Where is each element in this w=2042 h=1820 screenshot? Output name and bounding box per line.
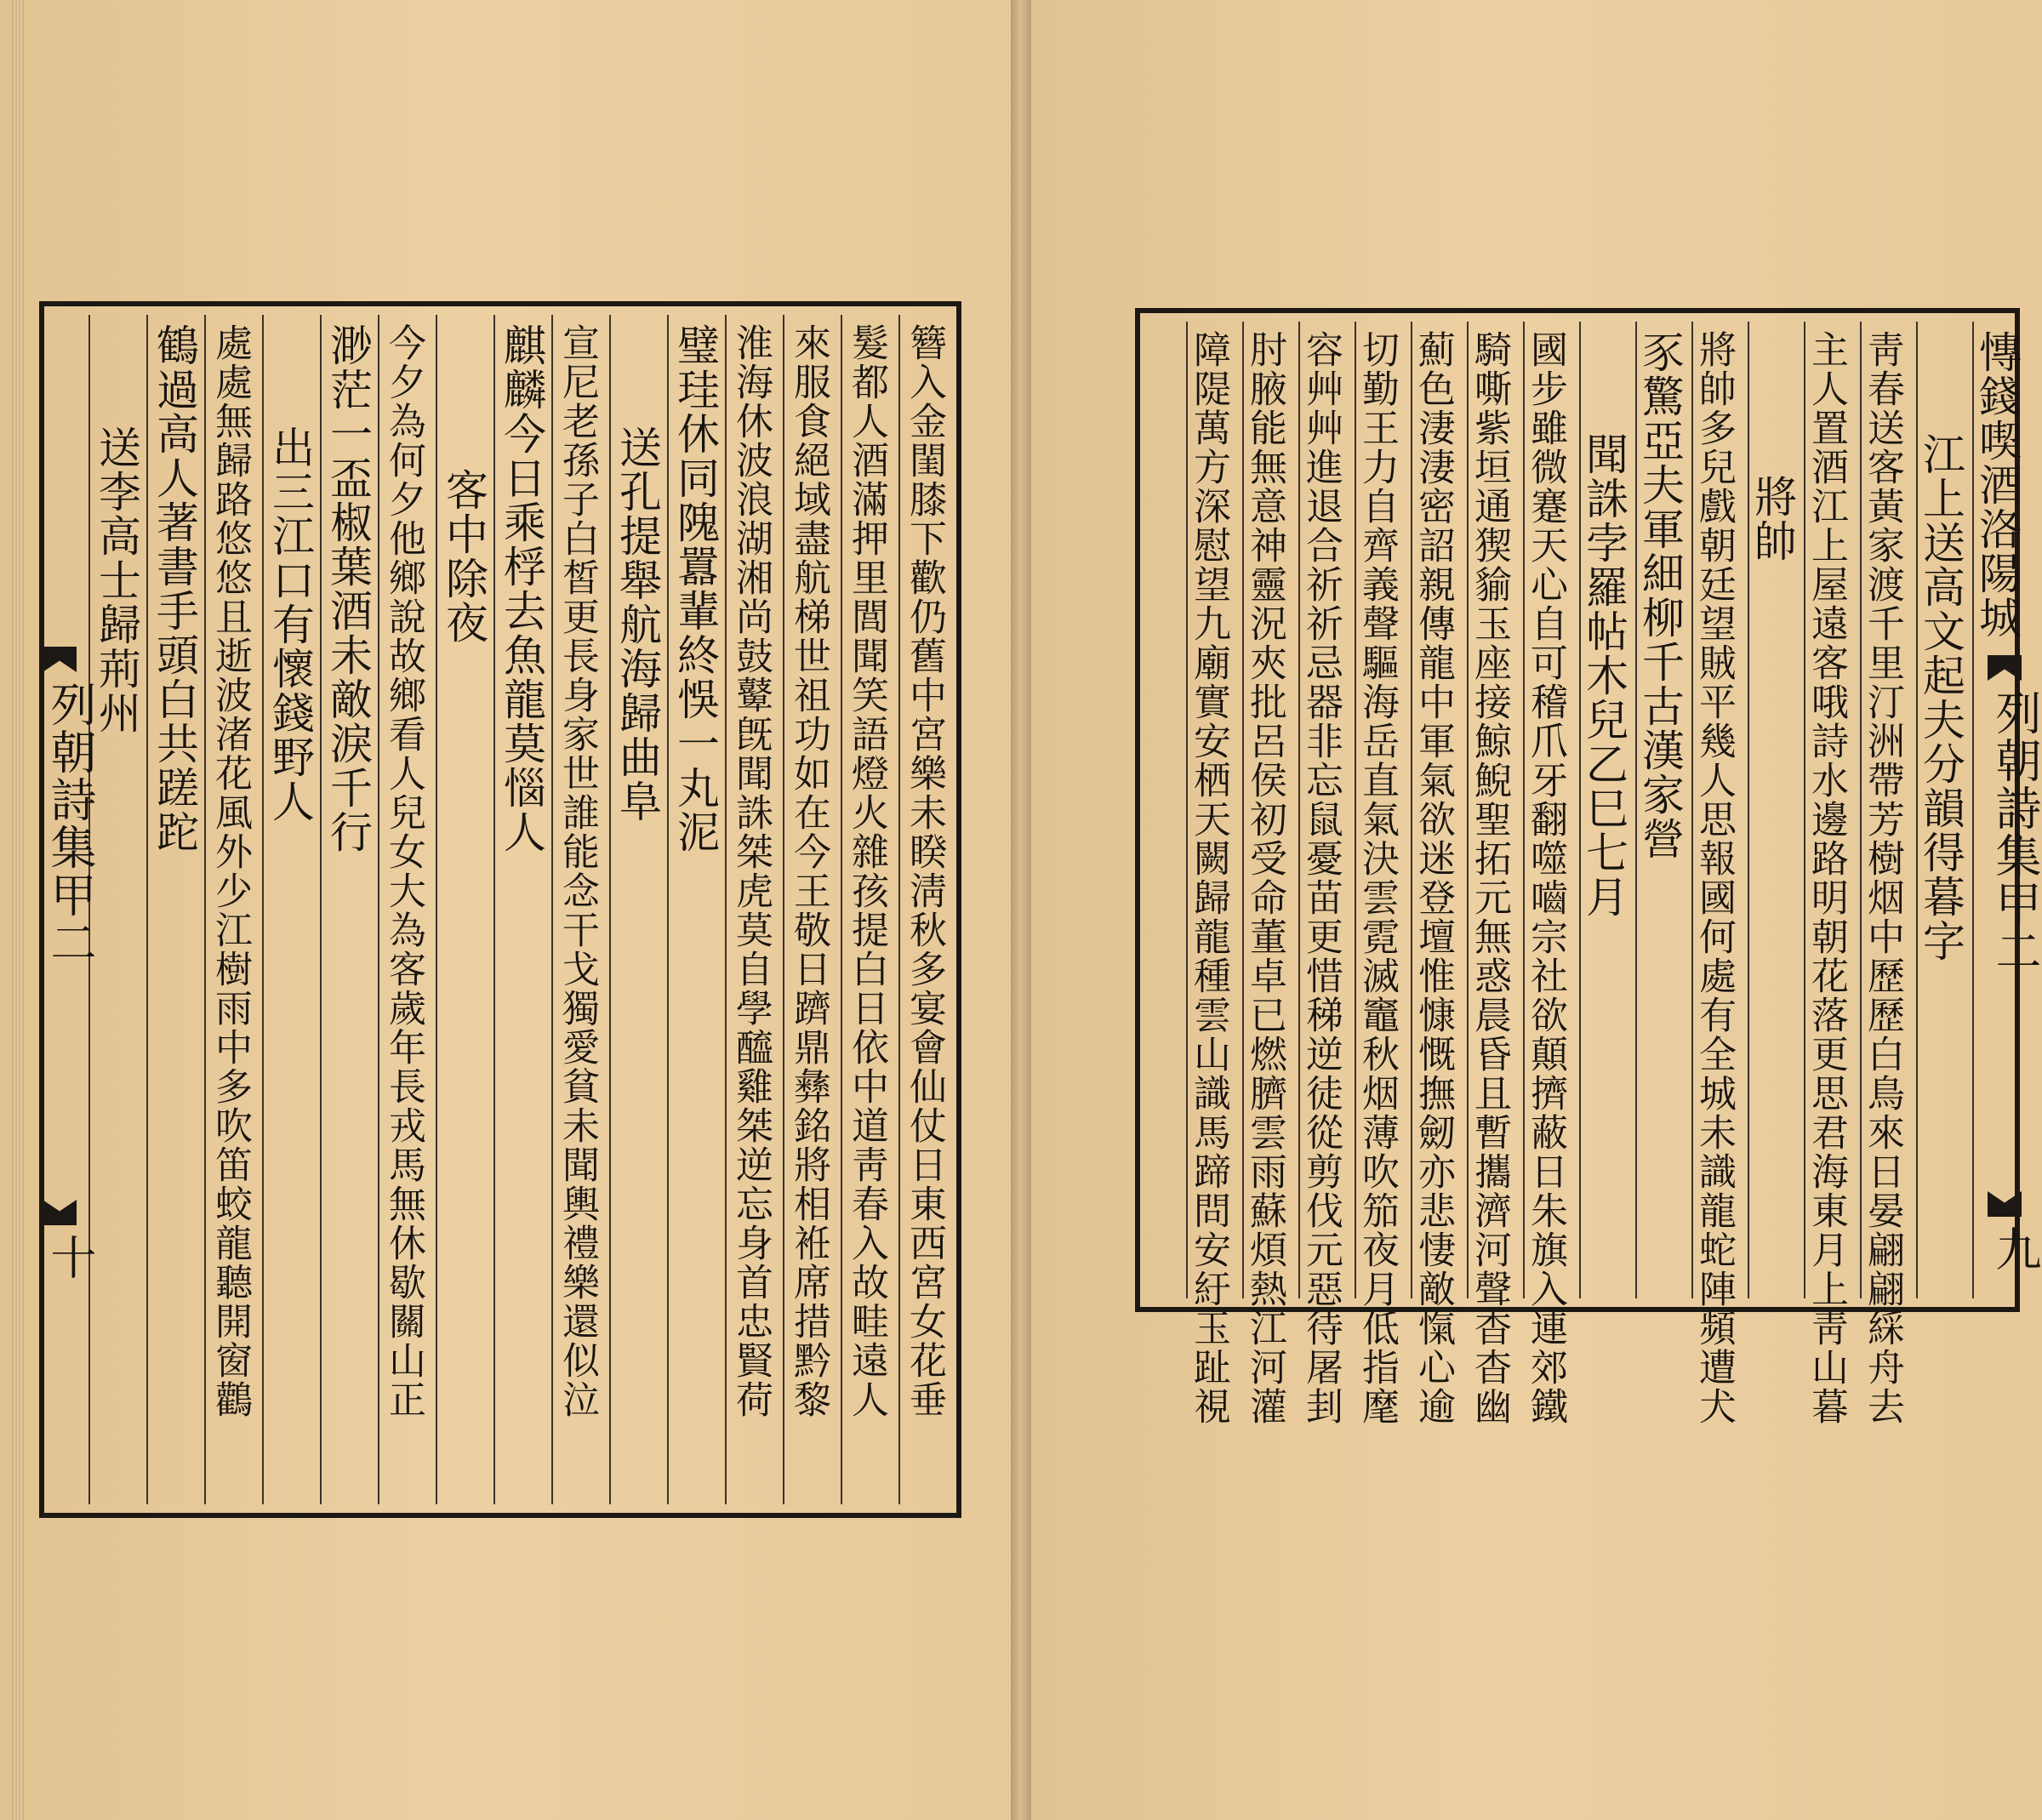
right-col-6: 將帥多兒戲朝廷望賊平幾人思報國何處有全城未識龍蛇陣頻遭犬 <box>1692 330 1736 1426</box>
right-col-9: 國步雖微蹇天心自可稽爪牙翻噬嚙宗社欲顛擠蔽日朱旗入連郊鐵 <box>1524 330 1567 1426</box>
right-col-5: 將帥 <box>1748 475 1797 563</box>
left-col-6: 送孔提舉航海歸曲阜 <box>613 425 662 824</box>
right-col-10: 騎嘶紫垣通猰貐玉座接鯨鯢聖拓元無惑晨昏且暫攜濟河聲杳杳幽 <box>1468 330 1511 1426</box>
right-col-11: 薊色淒淒密詔親傳龍中軍氣欲迷登壇惟慷慨撫劒亦悲悽敵愾心逾 <box>1412 330 1455 1426</box>
right-margin-folio: 九 <box>1988 1225 2042 1273</box>
right-col-8: 聞誅孛羅帖木兒乙巳七月 <box>1579 432 1628 919</box>
left-margin-folio: 十 <box>43 1234 97 1281</box>
right-col-12: 切勤王力自齊義聲驅海岳直氣決雲霓滅竈秋烟薄吹笳夜月低指麾 <box>1355 330 1399 1426</box>
right-col-7: 豕驚亞夫軍細柳千古漢家營 <box>1635 330 1685 861</box>
left-margin-title: 列朝詩集甲二 <box>43 681 97 967</box>
left-col-3: 來服食絕域盡航梯世祖功如在今王敬日躋鼎彝銘將相袵席措黔黎 <box>787 323 830 1419</box>
left-col-1: 簪入金閨膝下歡仍舊中宮樂未睽淸秋多宴會仙仗日東西宮女花垂 <box>903 323 946 1419</box>
right-margin-title: 列朝詩集甲二 <box>1988 689 2042 975</box>
left-col-4: 淮海休波浪湖湘尚鼓鼙旣聞誅桀虎莫自學醯雞桀逆忘身首忠賢荷 <box>729 323 773 1419</box>
right-col-3: 靑春送客黃家渡千里汀洲帶芳樹烟中歷歷白鳥來日晏翩翩綵舟去 <box>1861 330 1904 1426</box>
left-col-11: 渺茫一盃椒葉酒未敵淚千行 <box>323 323 373 854</box>
right-col-14: 肘腋能無意神靈況夾批呂侯初受命董卓已燃臍雲雨蘇煩熱江河灌 <box>1243 330 1286 1426</box>
left-col-9: 客中除夜 <box>439 468 488 645</box>
left-col-12: 出三江口有懷錢野人 <box>265 425 315 824</box>
right-col-4: 主人置酒江上屋遠客哦詩水邊路明朝花落更思君海東月上靑山暮 <box>1805 330 1848 1426</box>
right-text-frame <box>1135 308 2022 1426</box>
left-col-7: 宣尼老孫子白皙更長身家世誰能念干戈獨愛貧未聞輿禮樂還似泣 <box>556 323 599 1419</box>
left-col-8: 麒麟今日乘桴去魚龍莫惱人 <box>497 323 546 854</box>
right-col-1: 慱錢喫酒洛陽城 <box>1972 330 2022 640</box>
right-col-13: 容艸艸進退合祈祈忌器非忘鼠憂苗更惜稊逆徒從剪伐元惡待屠刲 <box>1299 330 1343 1426</box>
right-col-2: 江上送高文起夫分韻得暮字 <box>1916 432 1965 963</box>
left-page-edge <box>12 0 24 1820</box>
left-col-5: 璧珪休同隗囂輩終悞一丸泥 <box>670 323 720 854</box>
right-col-15: 障隄萬方深慰望九廟實安栖天闕歸龍種雲山識馬蹄問安紆玉趾視 <box>1187 330 1230 1426</box>
left-col-10: 今夕為何夕他鄉說故鄉看人兒女大為客歲年長戎馬無休歇關山正 <box>382 323 425 1419</box>
left-col-14: 鶴過高人著書手頭白共蹉跎 <box>150 323 199 854</box>
left-text-frame <box>39 301 961 1518</box>
book-gutter <box>1011 0 1031 1820</box>
left-col-2: 髮都人酒滿押里閭聞笑語燈火雜孩提白日依中道靑春入故畦遠人 <box>845 323 888 1419</box>
left-col-13: 處處無歸路悠悠且逝波渚花風外少江樹雨中多吹笛蛟龍聽開窗鸛 <box>208 323 252 1419</box>
left-col-15: 送李高士歸荊州 <box>92 425 141 735</box>
